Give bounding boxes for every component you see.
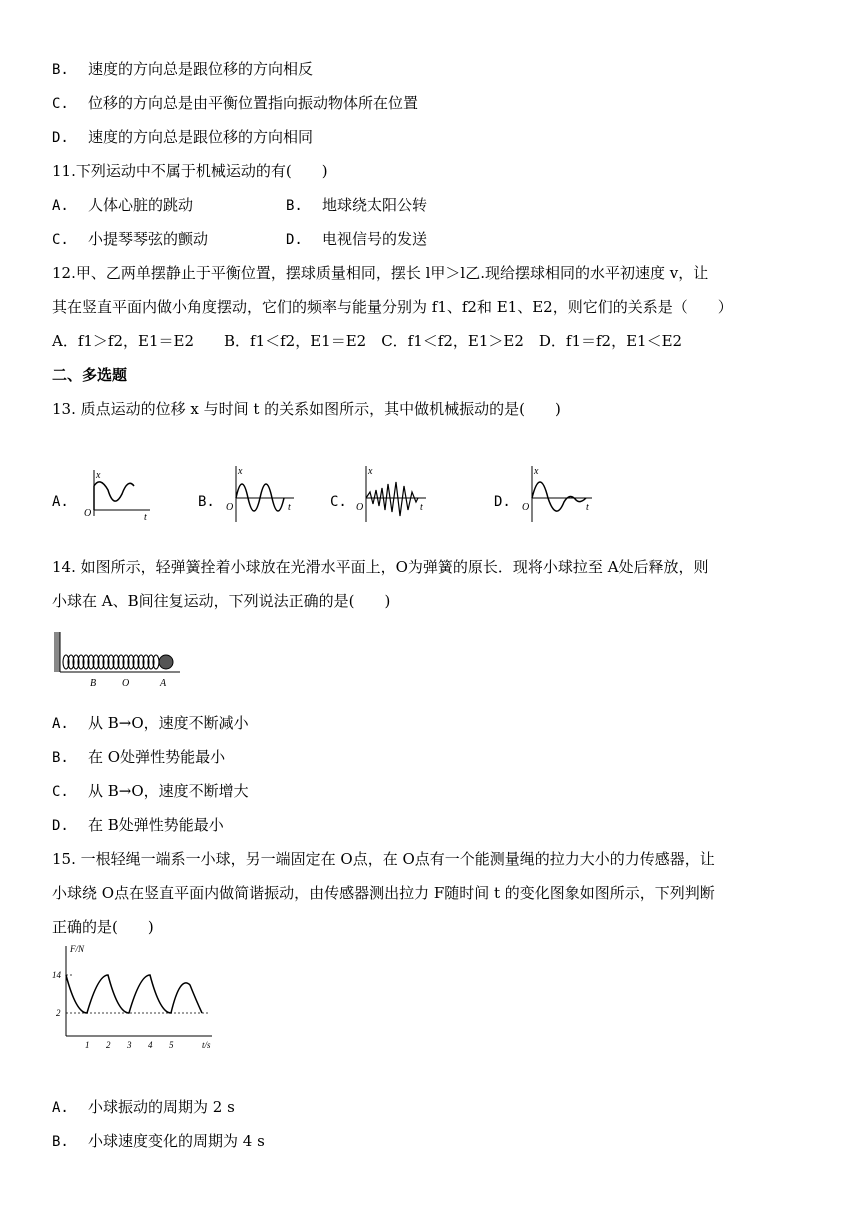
q15-force-graph xyxy=(52,940,227,1050)
q13-graph-c xyxy=(352,462,432,526)
q13-c-axis-y: x xyxy=(368,466,373,477)
q15-x-tick-2: 2 xyxy=(106,1040,111,1050)
q13-graph-label-c: C. xyxy=(330,494,347,510)
q10-option-d: D. 速度的方向总是跟位移的方向相同 xyxy=(52,128,314,146)
q11-option-b: B. 地球绕太阳公转 xyxy=(286,196,428,214)
q10-option-b: B. 速度的方向总是跟位移的方向相反 xyxy=(52,60,314,78)
q15-y-tick-14: 14 xyxy=(52,970,61,980)
q11-stem: 11.下列运动中不属于机械运动的有( ) xyxy=(52,162,328,180)
q13-c-axis-t: t xyxy=(420,502,423,513)
q14-stem-line1: 14. 如图所示，轻弹簧拴着小球放在光滑水平面上，O为弹簧的原长．现将小球拉至 A处后释放，则 xyxy=(52,558,709,576)
q13-d-axis-y: x xyxy=(534,466,539,477)
q15-y-tick-2: 2 xyxy=(56,1008,61,1018)
q15-option-b: B. 小球速度变化的周期为 4 s xyxy=(52,1132,265,1150)
section-heading: 二、多选题 xyxy=(52,366,128,384)
q15-stem-line2: 小球绕 O点在竖直平面内做简谐振动，由传感器测出拉力 F随时间 t 的变化图象如图所示，下列判断 xyxy=(52,884,715,902)
q13-graph-label-b: B. xyxy=(198,494,215,510)
q14-spring-figure xyxy=(52,628,182,690)
q14-label-a: A xyxy=(160,678,167,689)
q15-x-tick-4: 4 xyxy=(148,1040,153,1050)
q14-option-a: A. 从 B→O，速度不断减小 xyxy=(52,714,249,732)
q15-x-tick-5: 5 xyxy=(169,1040,174,1050)
q15-stem-line3: 正确的是( ) xyxy=(52,918,154,936)
q14-stem-line2: 小球在 A、B间往复运动，下列说法正确的是( ) xyxy=(52,592,391,610)
q14-label-o: O xyxy=(122,678,130,689)
q13-b-axis-t: t xyxy=(288,502,291,513)
q14-option-b: B. 在 O处弹性势能最小 xyxy=(52,748,226,766)
q13-graph-a xyxy=(82,466,156,522)
q13-stem: 13. 质点运动的位移 x 与时间 t 的关系如图所示，其中做机械振动的是( ) xyxy=(52,400,561,418)
q12-stem-line2: 其在竖直平面内做小角度摆动，它们的频率与能量分别为 f1、f2和 E1、E2，则它们的关系是（ ） xyxy=(52,298,733,316)
q15-x-tick-1: 1 xyxy=(85,1040,90,1050)
q11-option-a: A. 人体心脏的跳动 xyxy=(52,196,194,214)
q13-graph-label-a: A. xyxy=(52,494,69,510)
q15-x-axis-label: t/s xyxy=(202,1040,211,1050)
q13-d-axis-t: t xyxy=(586,502,589,513)
q13-graph-b xyxy=(222,462,300,526)
q13-graph-d xyxy=(518,462,598,526)
q13-a-axis-t: t xyxy=(144,512,147,522)
q13-d-origin: O xyxy=(522,502,530,513)
q15-option-a: A. 小球振动的周期为 2 s xyxy=(52,1098,235,1116)
q11-option-c: C. 小提琴琴弦的颤动 xyxy=(52,230,209,248)
q14-label-b: B xyxy=(90,678,97,689)
q15-stem-line1: 15. 一根轻绳一端系一小球，另一端固定在 O点，在 O点有一个能测量绳的拉力大小的力传感器，让 xyxy=(52,850,715,868)
q12-options: A．f1＞f2，E1＝E2 B．f1＜f2，E1＝E2 C．f1＜f2，E1＞E2 D．f1＝f2，E1＜E2 xyxy=(52,332,683,350)
q13-a-axis-y: x xyxy=(96,470,101,481)
q13-graph-label-d: D. xyxy=(494,494,511,510)
q11-option-d: D. 电视信号的发送 xyxy=(286,230,428,248)
q14-ball xyxy=(159,655,173,669)
q15-x-tick-3: 3 xyxy=(127,1040,132,1050)
q13-b-axis-y: x xyxy=(238,466,243,477)
q13-b-origin: O xyxy=(226,502,234,513)
q14-option-d: D. 在 B处弹性势能最小 xyxy=(52,816,224,834)
q10-option-c: C. 位移的方向总是由平衡位置指向振动物体所在位置 xyxy=(52,94,419,112)
q13-a-origin: O xyxy=(84,508,92,519)
q14-option-c: C. 从 B→O，速度不断增大 xyxy=(52,782,249,800)
q15-y-axis-label: F/N xyxy=(70,944,85,954)
q12-stem-line1: 12.甲、乙两单摆静止于平衡位置，摆球质量相同，摆长 l甲＞l乙.现给摆球相同的水平初速度 v，让 xyxy=(52,264,709,282)
q13-c-origin: O xyxy=(356,502,364,513)
